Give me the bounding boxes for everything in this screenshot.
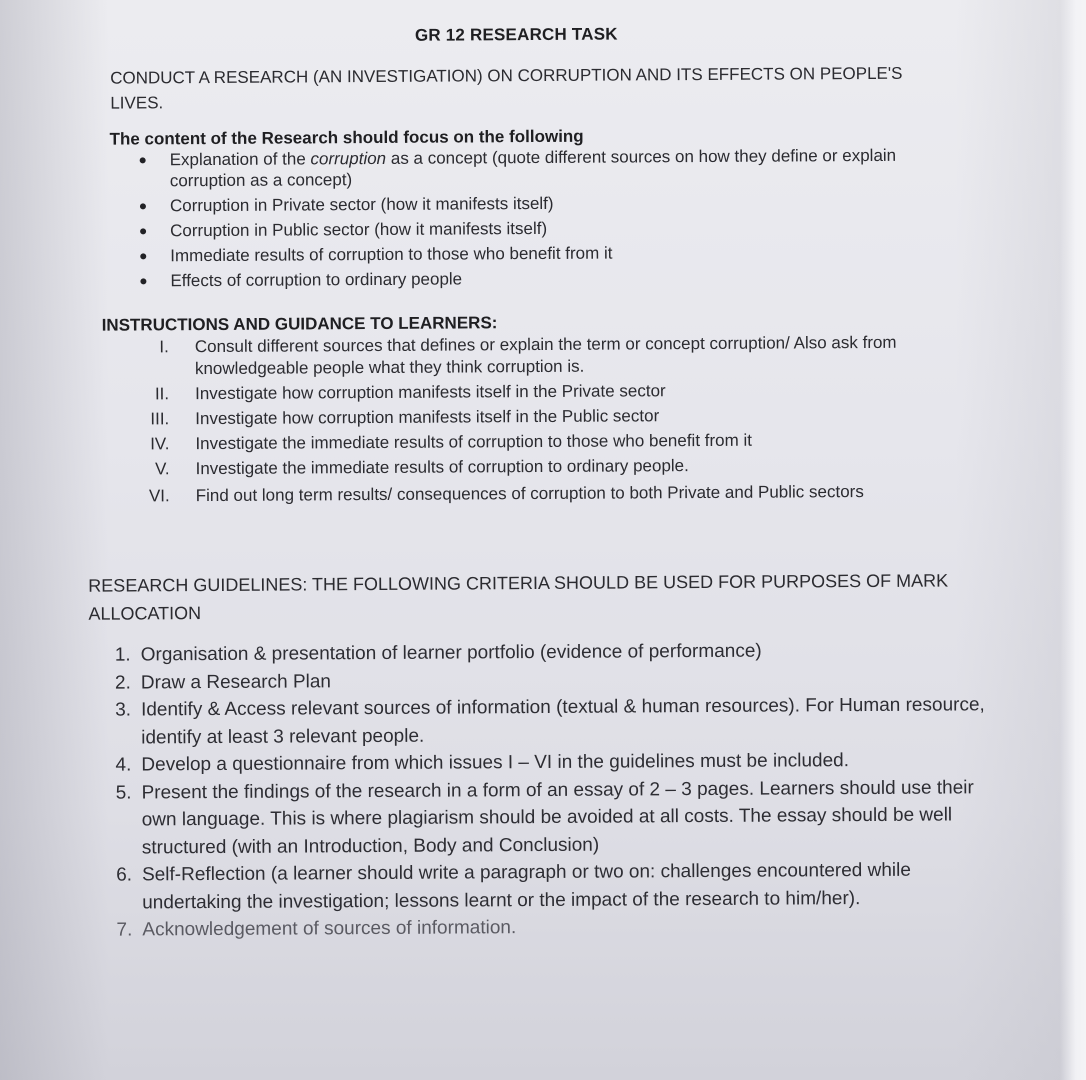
focus-item	[138, 241, 928, 267]
instructions-list	[129, 332, 930, 513]
criteria-list	[101, 636, 993, 944]
document-title: GR 12 RESEARCH TASK	[414, 24, 618, 45]
bullet-icon	[140, 253, 146, 259]
criteria-item	[102, 911, 992, 944]
instructions-heading: INSTRUCTIONS AND GUIDANCE TO LEARNERS:	[101, 313, 498, 335]
focus-heading: The content of the Research should focus on the following	[109, 126, 584, 149]
focus-item	[138, 266, 928, 292]
guidelines-heading: RESEARCH GUIDELINES: THE FOLLOWING CRITERIA SHOULD BE USED FOR PURPOSES OF MARK ALLOCATION	[88, 570, 949, 624]
instruction-text: Investigate the immediate results of corruption to those who benefit from it	[195, 430, 753, 454]
criteria-item	[101, 774, 991, 862]
bullet-icon	[140, 203, 146, 209]
instruction-number: I.	[159, 337, 169, 357]
criteria-number: 2.	[114, 672, 131, 694]
task-intro: CONDUCT A RESEARCH (AN INVESTIGATION) ON CORRUPTION AND ITS EFFECTS ON PEOPLE'S LIVES.	[110, 63, 903, 113]
focus-item-emphasis: corruption	[310, 148, 387, 169]
focus-item-text: Effects of corruption to ordinary people	[170, 269, 463, 291]
instruction-number: II.	[154, 384, 170, 404]
instruction-number: IV.	[150, 434, 170, 454]
focus-item-text: Immediate results of corruption to those who benefit from it	[170, 243, 613, 266]
focus-item	[138, 191, 928, 217]
criteria-text: Acknowledgement of sources of information.	[142, 917, 517, 941]
criteria-item	[102, 856, 992, 916]
criteria-text: Organisation & presentation of learner portfolio (evidence of performance)	[140, 640, 762, 666]
focus-item	[138, 145, 928, 192]
instruction-text: Consult different sources that defines or explain the term or concept corruption/ Also ask from knowledgeable people what they think corruption is.	[194, 332, 897, 379]
criteria-text: Self-Reflection (a learner should write a paragraph or two on: challenges encountered while undertaking the investigation; lessons learnt or the impact of the research to him/her).	[141, 859, 911, 913]
instruction-item	[130, 479, 930, 510]
criteria-number: 4.	[115, 754, 132, 776]
criteria-number: 6.	[116, 864, 133, 886]
criteria-number: 3.	[115, 699, 132, 721]
instruction-number: III.	[150, 409, 170, 429]
bullet-icon	[140, 157, 146, 163]
instruction-item	[129, 332, 929, 381]
focus-list	[138, 145, 929, 296]
instruction-item	[129, 429, 929, 456]
criteria-number: 5.	[115, 782, 132, 804]
focus-item-text-before: Explanation of the	[169, 149, 311, 170]
criteria-item	[101, 691, 991, 751]
instruction-item	[129, 404, 929, 431]
bullet-icon	[140, 278, 146, 284]
instruction-text: Find out long term results/ consequences of corruption to both Private and Public sectors	[195, 482, 864, 506]
instruction-number: VI.	[148, 486, 170, 506]
instruction-number: V.	[154, 459, 170, 479]
instruction-item	[129, 379, 929, 406]
instruction-text: Investigate the immediate results of corruption to ordinary people.	[195, 456, 689, 479]
instruction-text: Investigate how corruption manifests itself in the Public sector	[195, 406, 660, 429]
focus-item-text: Corruption in Private sector (how it manifests itself)	[169, 193, 554, 216]
criteria-text: Present the findings of the research in a form of an essay of 2 – 3 pages. Learners should use their own language. This is where plagiarism should be avoided at all costs. The essay should be well structured (with an Introduction, Body and Conclusion)	[141, 776, 974, 858]
criteria-number: 7.	[116, 919, 133, 941]
focus-item-text-after: as a concept (quote different sources on how they define or explain corruption as a concept)	[169, 145, 897, 191]
criteria-number: 1.	[114, 644, 131, 666]
instruction-item	[129, 454, 929, 481]
bullet-icon	[140, 228, 146, 234]
focus-item-text: Corruption in Public sector (how it manifests itself)	[170, 218, 548, 241]
instruction-text: Investigate how corruption manifests itself in the Private sector	[195, 381, 666, 404]
criteria-text: Develop a questionnaire from which issues I – VI in the guidelines must be included.	[141, 750, 850, 776]
criteria-text: Identify & Access relevant sources of information (textual & human resources). For Human resource, identify at least 3 relevant people.	[140, 694, 985, 748]
focus-item	[138, 216, 928, 242]
criteria-text: Draw a Research Plan	[140, 670, 332, 693]
